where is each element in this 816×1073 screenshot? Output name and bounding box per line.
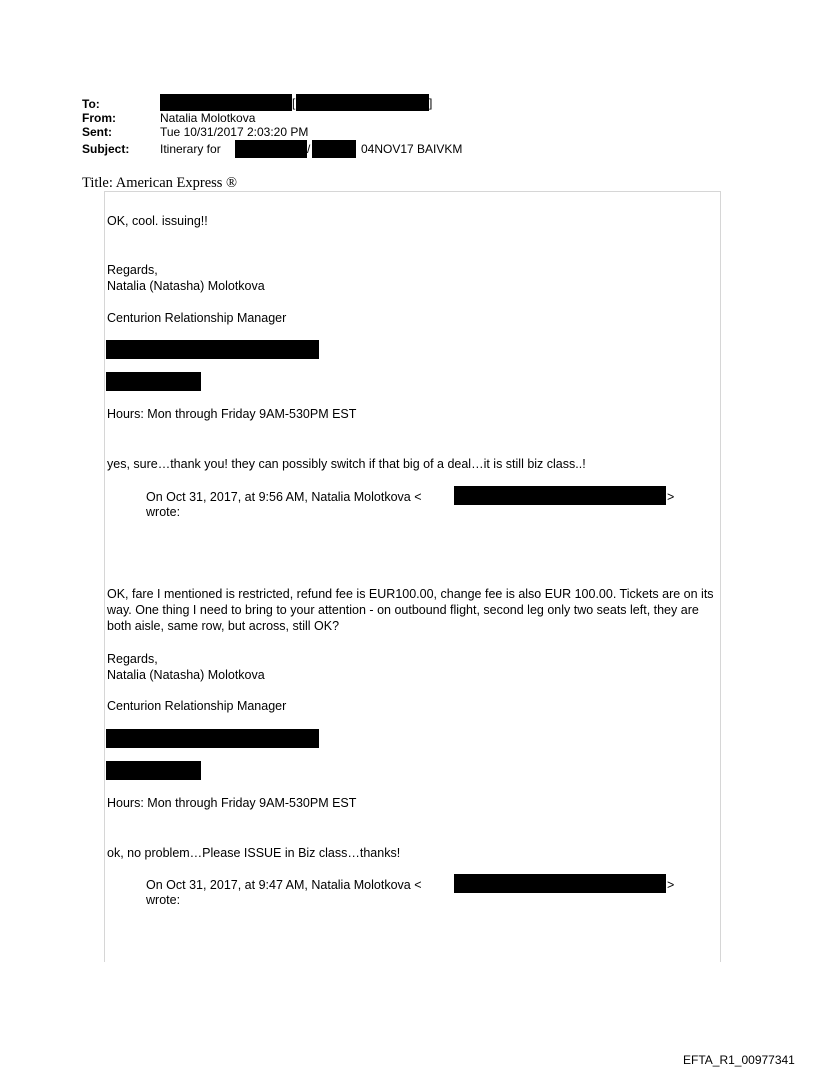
from-label: From:	[82, 111, 116, 125]
signature-role: Centurion Relationship Manager	[107, 311, 287, 325]
reply-text: yes, sure…thank you! they can possibly switch if that big of a deal…it is still biz class..!	[107, 457, 586, 471]
quote-header-prefix: On Oct 31, 2017, at 9:47 AM, Natalia Molotkova <	[146, 878, 422, 892]
redaction-subject-2	[312, 140, 356, 158]
hours-text: Hours: Mon through Friday 9AM-530PM EST	[107, 796, 357, 810]
to-bracket-close: ]	[429, 96, 433, 110]
redaction-subject-1	[235, 140, 307, 158]
redaction-quote-email-2	[454, 874, 666, 893]
signature-name: Natalia (Natasha) Molotkova	[107, 279, 265, 293]
to-bracket-open: [	[292, 96, 296, 110]
signature-name: Natalia (Natasha) Molotkova	[107, 668, 265, 682]
page-title: Title: American Express ®	[82, 175, 238, 191]
redaction-to-name	[160, 94, 292, 111]
subject-suffix: 04NOV17 BAIVKM	[361, 142, 463, 156]
redaction-signature-line-2	[106, 372, 201, 391]
document-id: EFTA_R1_00977341	[683, 1053, 795, 1067]
reply-text: ok, no problem…Please ISSUE in Biz class…thanks!	[107, 846, 401, 860]
regards-text: Regards,	[107, 263, 158, 277]
redaction-signature-line-2	[106, 761, 201, 780]
redaction-signature-line-1	[106, 729, 319, 748]
quote-header-suffix: >	[667, 490, 675, 504]
signature-role: Centurion Relationship Manager	[107, 699, 287, 713]
quote-header-suffix: >	[667, 878, 675, 892]
redaction-to-email	[296, 94, 429, 111]
quote-wrote: wrote:	[146, 893, 181, 907]
redaction-quote-email-1	[454, 486, 666, 505]
message-text: OK, fare I mentioned is restricted, refund fee is EUR100.00, change fee is also EUR 100.00. Tickets are on its way. One thing I need to bring to your attention - on outbound flight, second leg only two seats left, they are both aisle, same row, but across, still OK?	[107, 587, 714, 633]
from-value: Natalia Molotkova	[160, 111, 256, 125]
hours-text: Hours: Mon through Friday 9AM-530PM EST	[107, 407, 357, 421]
to-label: To:	[82, 97, 100, 111]
message-text: OK, cool. issuing!!	[107, 214, 208, 228]
subject-label: Subject:	[82, 142, 130, 156]
quote-header-prefix: On Oct 31, 2017, at 9:56 AM, Natalia Molotkova <	[146, 490, 422, 504]
subject-slash: /	[307, 142, 311, 156]
sent-label: Sent:	[82, 125, 112, 139]
regards-text: Regards,	[107, 652, 158, 666]
redaction-signature-line-1	[106, 340, 319, 359]
quote-wrote: wrote:	[146, 505, 181, 519]
subject-prefix: Itinerary for	[160, 142, 221, 156]
sent-value: Tue 10/31/2017 2:03:20 PM	[160, 125, 309, 139]
